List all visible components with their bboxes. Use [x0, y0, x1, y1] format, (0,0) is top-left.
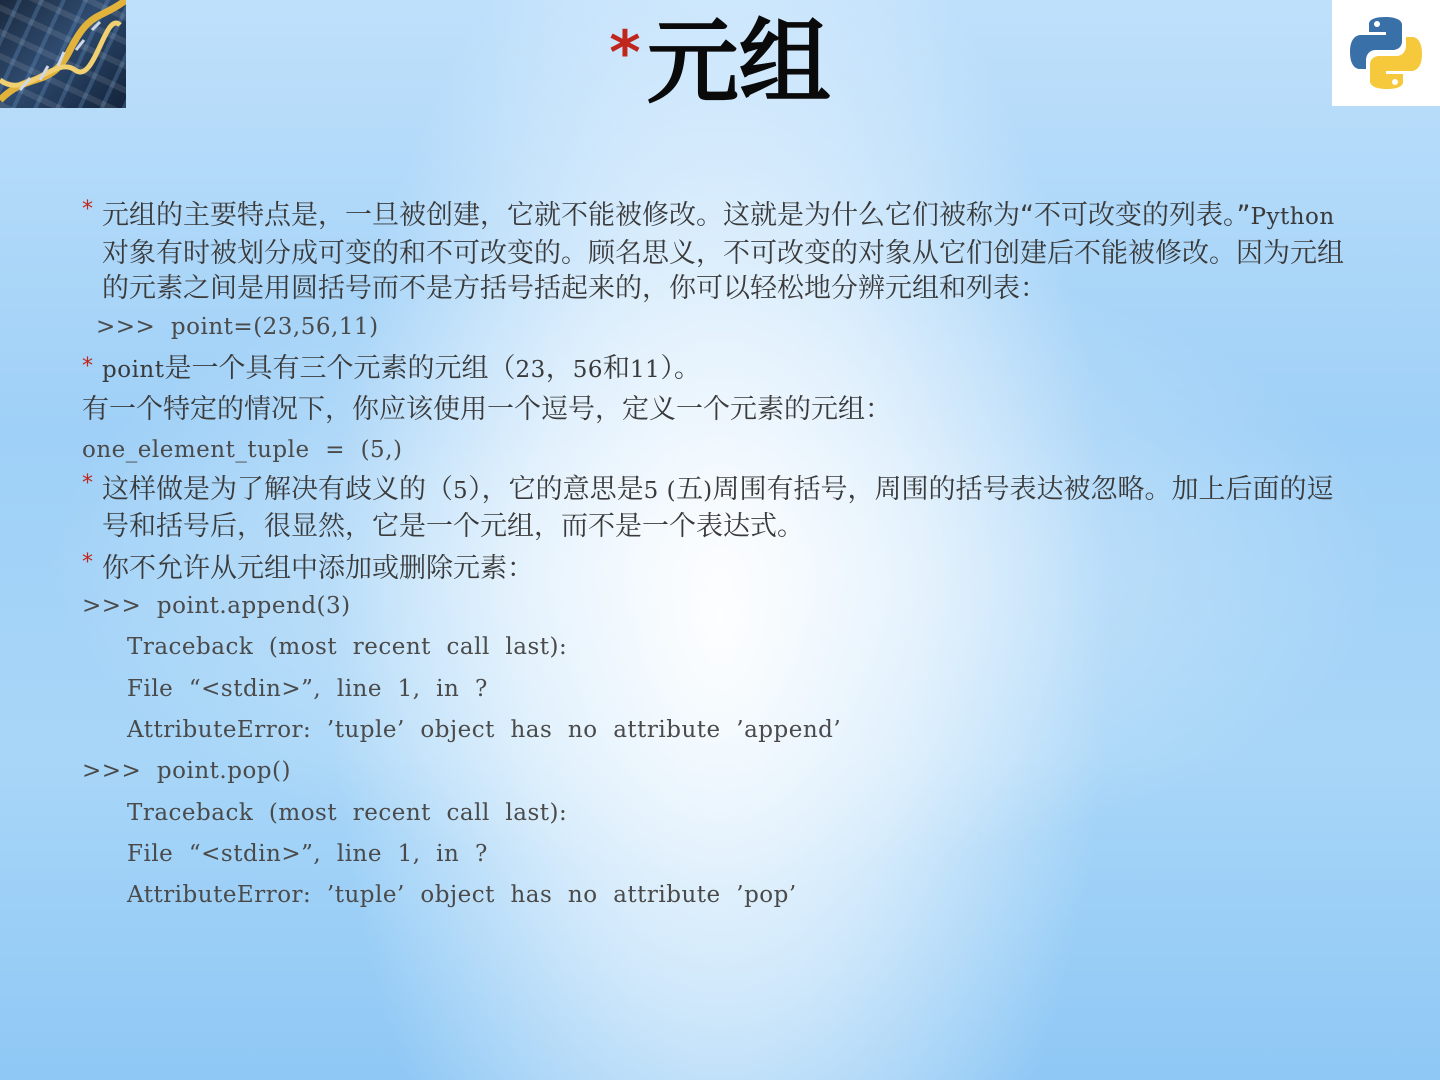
text-part2: ），它的意思是 [468, 473, 644, 505]
bullet-tuple-immutability [82, 198, 1352, 307]
bullet-no-add-remove [82, 551, 1352, 587]
code-line: Traceback (most recent call last): [127, 634, 568, 661]
code-line: >>> point.append(3) [82, 593, 351, 620]
bullet-ambiguity [82, 472, 1352, 545]
text-part1: 是一个具有三个元素的元组（ [164, 352, 516, 384]
bullet-text-part2: 对象有时被划分成可变的和不可改变的。顾名思义，不可改变的对象从它们创建后不能被修改。因为元组的元素之间是用圆括号而不是方括号括起来的，你可以轻松地分辨元组和列表： [102, 237, 1344, 304]
slide-content [82, 198, 1352, 917]
code-line: AttributeError: ’tuple’ object has no attribute ’pop’ [127, 882, 797, 909]
code-point-assign: >>> point=(23,56,11) [96, 313, 379, 340]
num-11: 11 [630, 356, 661, 383]
bullet-text-part1: 元组的主要特点是，一旦被创建，它就不能被修改。这就是为什么它们被称为“不可改变的列表。” [102, 200, 1251, 231]
num-5: 5 [453, 477, 469, 504]
code-line: AttributeError: ’tuple’ object has no attribute ’append’ [127, 717, 842, 744]
bullet-marker: * [82, 470, 93, 496]
single-element-note: 有一个特定的情况下，你应该使用一个逗号，定义一个元素的元组： [82, 394, 892, 426]
code-block [82, 586, 1352, 916]
sep: ， [545, 352, 573, 384]
bullet-point-description [82, 348, 1352, 389]
text-part4: 周围有括号，周围的括号表达被忽略。加上后面的逗号和括号后，很显然，它是一个元组，而不是一个表达式。 [102, 473, 1334, 543]
text-part3: 五 [676, 473, 704, 505]
code-line: File “<stdin>”, line 1, in ? [127, 840, 488, 867]
bullet-text: 你不允许从元组中添加或删除元素： [102, 552, 534, 584]
bullet-marker: * [82, 197, 93, 222]
paren-close: ) [703, 477, 713, 504]
num-56: 56 [572, 356, 604, 383]
bullet-marker: * [82, 549, 93, 575]
code-point: point [102, 356, 165, 383]
and-text: 和 [603, 352, 631, 384]
title-marker: * [609, 18, 641, 88]
bullet-text-python: Python [1250, 204, 1335, 230]
num-5-paren: 5 ( [643, 477, 677, 504]
text-part2: ）。 [660, 352, 701, 384]
text-part1: 这样做是为了解决有歧义的（ [102, 473, 453, 505]
title-text: 元组 [646, 9, 831, 116]
slide-title [0, 9, 1440, 116]
num-23: 23 [515, 356, 546, 383]
code-one-element-tuple: one_element_tuple = (5,) [82, 437, 403, 464]
bullet-marker: * [82, 353, 93, 379]
code-line: File “<stdin>”, line 1, in ? [127, 675, 488, 702]
code-line: Traceback (most recent call last): [127, 799, 568, 826]
code-line: >>> point.pop() [82, 758, 291, 785]
